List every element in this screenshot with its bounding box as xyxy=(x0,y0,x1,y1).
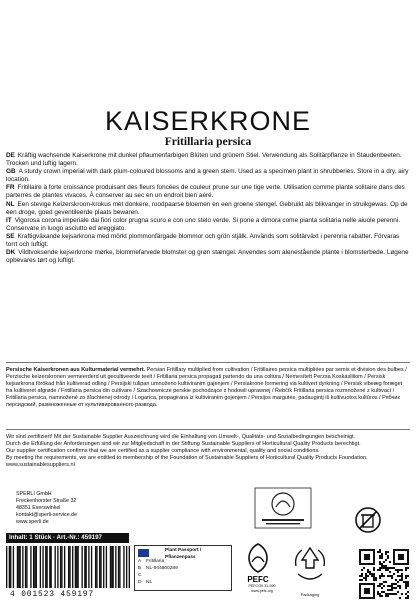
cultivation-note xyxy=(6,367,410,410)
description-text: Kräftig wachsende Kaiserkrone mit dunkel pflaumenfarbigen Blüten und grünem Stiel. Verwendung als Solitärpflanze in Staudenbeeten. Trocken und luftig lagern. xyxy=(6,152,402,168)
cert-line: Our supplier certification confirms that we are certified as a supplier compliance with environmental, quality and social conditions. xyxy=(6,448,320,455)
pefc-url: www.pefc.org xyxy=(251,588,273,593)
divider xyxy=(6,429,410,430)
description-de xyxy=(6,152,410,168)
pefc-info xyxy=(240,584,284,593)
recycling-bin-crossed-icon xyxy=(355,507,381,533)
barcode-number: 4 001523 459197 xyxy=(10,590,95,599)
article-number-label: Inhalt: 1 Stück · Art.-Nr.: 459197 xyxy=(6,533,129,543)
description-se xyxy=(6,233,410,249)
description-text: Een stevige Keizerskroon-krokus met donkere, roodpaarse bloemen en een groene stengel. Gebruikt als blikvanger in struikgewas. Op de een droge, goed geventileerde plaats bewaren. xyxy=(6,200,408,216)
company-address xyxy=(16,491,156,526)
address-line: www.sperli.de xyxy=(16,518,49,525)
address-line: 48351 Everswinkel xyxy=(16,504,61,511)
description-dk xyxy=(6,249,410,265)
lang-code: DK xyxy=(6,249,16,257)
description-nl xyxy=(6,201,410,217)
description-it xyxy=(6,217,410,233)
pefc-code: PEFC/30-31-590 xyxy=(248,584,276,588)
cultivation-lead: Persische Kaiserkronen aus Kulturmaterial vermehrt. xyxy=(6,367,146,373)
passport-row: A Fritillaria xyxy=(138,559,165,564)
barcode-icon xyxy=(6,546,130,594)
passport-row: D NL xyxy=(138,580,153,585)
description-text: A sturdy crown imperial with dark plum-coloured blossoms and a green stem. Used as a specimen plant in shrubberies. Store in a dry, airy location. xyxy=(6,168,409,184)
lang-code: FR xyxy=(6,184,15,192)
lang-code: GB xyxy=(6,168,16,176)
pefc-logo xyxy=(236,540,280,590)
packaging-recycle-icon xyxy=(288,540,332,590)
passport-row: B NL-944800289 xyxy=(138,566,178,571)
description-text: Kraftigväxande kejsarkrona med mörkt plommonfärgade blommor och grön stjälk. Används som solitärväxt i perenna rabatter. Förvaras torrt och luftigt. xyxy=(6,232,400,249)
lang-code: DE xyxy=(6,152,15,159)
lang-code: SE xyxy=(6,232,15,240)
lang-code: NL xyxy=(6,200,15,208)
description-text: Vildtvoksende kejserkrone mørke, blommefarvede blomster og grøn stængel. Anvendes som alenestående plante i blomsterbede. Løgene opbevares tørt og luftigt. xyxy=(6,249,409,265)
cultivation-text: Persian Fritillary multiplied from cultivation / Fritillaires persica multipliées par semis et division des bulbes / Perzische keizerskronen vermeerderd uit gecultiveerde teelt / Fritillaria persica propagati partendo da una coltura / Nemesített Perzsa Koskásliliom / Persisk kejsarkrona förökad från kultiverad odling / Persijski tulipan umnoženo kultiviranim gajenjem / Persiakrone formering via kultivert dyrkning / Persisk vibeæg foræget fra kultiveret afgrøde / Fritillaria persica din cultivare / Szachownicze perskie pochodzące z hodowli uprawnej / Řebčík Fritillaria persica rozmnožené z kultivací / Fritillaria persica, namnožené zo šľachtenej odrody / Logarica, propagirana iz kultiviranim gojenjem / Persijos margutės, padaugintį iš kultivuotos kultūros / Рябчик персидский, размноженные от культивированного развода. xyxy=(6,367,407,409)
packaging-label: Packaging xyxy=(300,592,320,597)
qr-code-icon xyxy=(359,549,409,599)
address-line: kontakt@sperli-service.de xyxy=(16,511,78,518)
eu-flag-icon xyxy=(138,549,149,557)
description-gb xyxy=(6,168,410,184)
description-list xyxy=(6,152,410,265)
certification-note xyxy=(6,434,410,469)
description-text: Vigorosa corona imperiale dai fiori color prugna scuro e con uno stelo verde. Si pone a dimora come pianta solitaria nelle aiuole perenni. Conservare in luogo asciutto ed areggiato. xyxy=(6,216,401,232)
passport-row: C xyxy=(138,573,142,578)
pefc-label: PEFC xyxy=(247,575,269,584)
plant-passport xyxy=(134,545,232,591)
address-line: SPERLI GmbH xyxy=(16,491,52,497)
cert-url: www.sustainablesuppliers.nl xyxy=(6,462,75,469)
cert-line: By meeting the requirements, we are entitled to membership of the Foundation of Sustainable Suppliers of Horticultural Quality Products Foundation. xyxy=(6,455,368,462)
divider xyxy=(6,362,410,363)
product-title: KAISERKRONE xyxy=(104,106,312,136)
cert-line: Wir sind zertifiziert! Mit der Sustainable Supplier Auszeichnung wird die Einhaltung von Umwelt-, Qualitäts- und Sozialbedingungen bescheinigt. xyxy=(6,434,356,440)
description-text: Fritillaire à forte croissance produisant des fleurs foncées de couleur prune sur une tige verte. Utilisation comme plante solitaire dans des parterres de plantes vivaces. À conserver au sec en un endroit bien aéré. xyxy=(6,184,405,200)
plant-passport-title: Plant Passport / Pflanzenpass xyxy=(165,548,202,560)
cert-line: Durch die Erfüllung der Anforderungen sind wir zur Mitgliedschaft in der Stiftung Sustainable Suppliers of Horticultural Quality Products berechtigt. xyxy=(6,441,361,448)
product-subtitle: Fritillaria persica xyxy=(164,136,252,148)
lang-code: IT xyxy=(6,216,12,224)
description-fr xyxy=(6,184,410,200)
address-line: Freckenhorster Straße 32 xyxy=(16,497,77,504)
sustainable-suppliers-logo xyxy=(254,487,312,529)
